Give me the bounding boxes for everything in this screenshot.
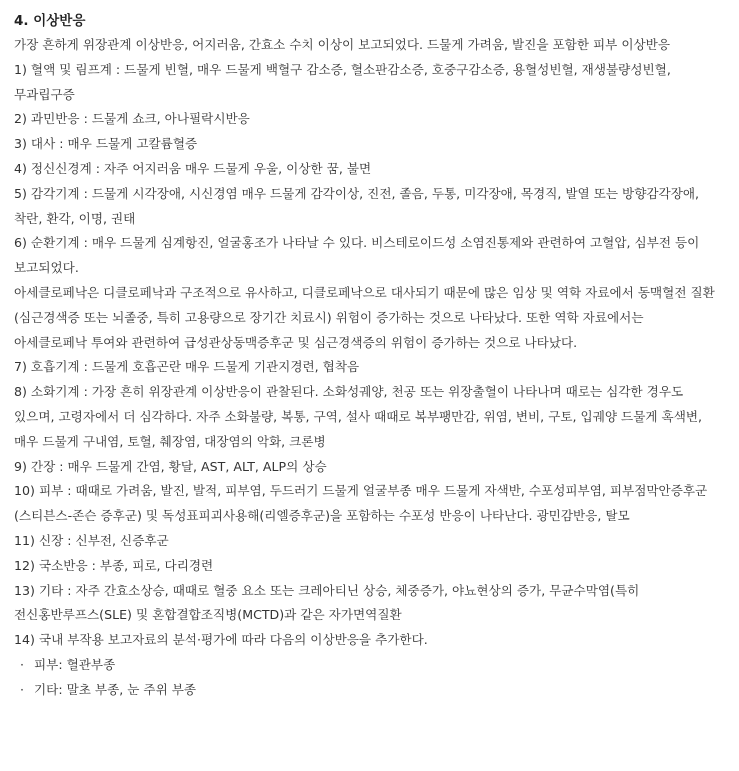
bullet-text: 피부: 혈관부종 [34, 656, 116, 672]
item-psychiatric: 4) 정신신경계 : 자주 어지러움 매우 드물게 우울, 이상한 꿈, 불면 [14, 160, 372, 176]
item-respiratory: 7) 호흡기계 : 드물게 호흡곤란 매우 드물게 기관지경련, 협착음 [14, 359, 360, 375]
item-skin: 10) 피부 : 때때로 가려움, 발진, 발적, 피부염, 두드러기 드물게 얼굴부종 매우 드물게 자색반, 수포성피부염, 피부점막안증후군(스티븐스-존슨 증후군) 및 독성표피괴사용해(리엘증후군)을 포함하는 수포성 반응이 나타난다. 광민감반응, 탈모 [14, 483, 708, 524]
item-hepatic: 9) 간장 : 매우 드물게 간염, 황달, AST, ALT, ALP의 상승 [14, 458, 327, 474]
item-sensory: 5) 감각기계 : 드물게 시각장애, 시신경염 매우 드물게 감각이상, 진전, 졸음, 두통, 미각장애, 목경직, 발열 또는 방향감각장애, 착란, 환각, 이명, 권태 [14, 185, 700, 226]
item-other: 13) 기타 : 자주 간효소상승, 때때로 혈중 요소 또는 크레아티닌 상승, 체중증가, 야뇨현상의 증가, 무균수막염(특히 전신홍반루프스(SLE) 및 혼합결합조직병(MCTD)과 같은 자가면역질환 [14, 582, 640, 623]
item-gastrointestinal: 8) 소화기계 : 가장 흔히 위장관계 이상반응이 관찰된다. 소화성궤양, 천공 또는 위장출혈이 나타나며 때로는 심각한 경우도 있으며, 고령자에서 더 심각하다. 자주 소화불량, 복통, 구역, 설사 때때로 복부팽만감, 위염, 변비, 구토, 입궤양 드물게 혹색변, 매우 드물게 구내염, 토혈, 췌장염, 대장염의 악화, 크론병 [14, 384, 703, 449]
bullet-mark: · [20, 681, 25, 697]
item-domestic-reports: 14) 국내 부작용 보고자료의 분석·평가에 따라 다음의 이상반응을 추가한다. [14, 632, 428, 648]
bullet-item [14, 678, 717, 703]
section-intro: 가장 흔하게 위장관계 이상반응, 어지러움, 간효소 수치 이상이 보고되었다. 드물게 가려움, 발진을 포함한 피부 이상반응 [14, 37, 671, 52]
bullet-item [14, 653, 717, 678]
item-local-reaction: 12) 국소반응 : 부종, 피로, 다리경련 [14, 557, 214, 573]
aceclofenac-note: 아세클로페낙은 디클로페낙과 구조적으로 유사하고, 디클로페낙으로 대사되기 때문에 많은 임상 및 역학 자료에서 동맥혈전 질환(심근경색증 또는 뇌졸중, 특히 고용량으로 장기간 치료시) 위험이 증가하는 것으로 나타났다. 또한 역학 자료에서는 아세클로페낙 투여와 관련하여 급성관상동맥증후군 및 심근경색증의 위험이 증가하는 것으로 나타났다. [14, 284, 715, 350]
section-title: 4. 이상반응 [14, 13, 86, 29]
bullet-mark: · [20, 656, 25, 672]
item-renal: 11) 신장 : 신부전, 신증후군 [14, 532, 169, 548]
item-cardiovascular: 6) 순환기계 : 매우 드물게 심계항진, 얼굴홍조가 나타날 수 있다. 비스테로이드성 소염진통제와 관련하여 고혈압, 심부전 등이 보고되었다. [14, 235, 700, 276]
item-metabolism: 3) 대사 : 매우 드물게 고칼륨혈증 [14, 136, 198, 152]
item-hematologic: 1) 혈액 및 림프계 : 드물게 빈혈, 매우 드물게 백혈구 감소증, 혈소판감소증, 호중구감소증, 용혈성빈혈, 재생불량성빈혈, 무과립구증 [14, 61, 671, 102]
bullet-text: 기타: 말초 부종, 눈 주위 부종 [34, 681, 197, 697]
item-hypersensitivity: 2) 과민반응 : 드물게 쇼크, 아나필락시반응 [14, 111, 250, 127]
